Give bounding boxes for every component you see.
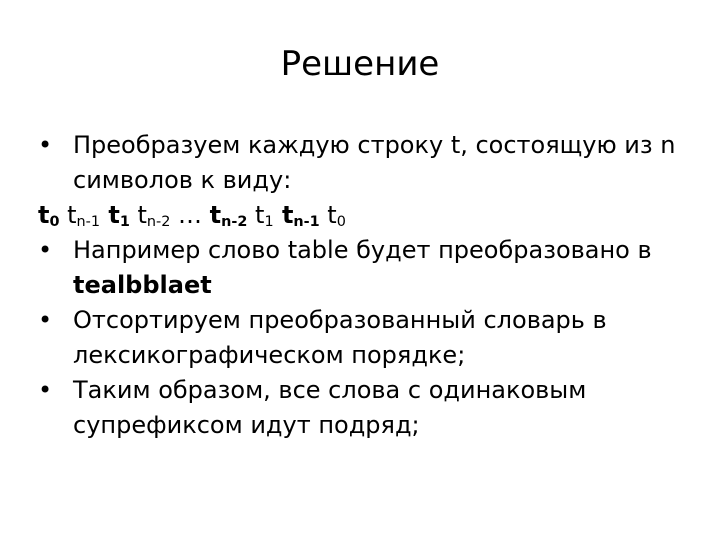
bullet-item-2 (38, 233, 698, 303)
formula-subscript: n-1 (293, 214, 320, 230)
bullet-dot: • (38, 306, 53, 334)
formula-term: t (319, 201, 337, 229)
formula-subscript: 1 (119, 214, 130, 230)
formula-term: t (209, 201, 222, 229)
formula-term: t (38, 201, 50, 229)
formula-subscript: 0 (49, 214, 60, 230)
formula-term: t (129, 201, 147, 229)
formula-term: t (247, 201, 265, 229)
formula-term: t (59, 201, 77, 229)
bullet-dot: • (38, 376, 53, 404)
formula-line (38, 198, 698, 233)
formula-subscript: n-2 (221, 214, 248, 230)
formula-subscript: 1 (264, 214, 274, 230)
bullet-text: Например слово table будет преобразовано в (73, 236, 652, 264)
bullet-text: Таким образом, все слова с одинаковым супрефиксом идут подряд; (73, 376, 587, 439)
formula-subscript: 0 (336, 214, 346, 230)
bullet-text: Отсортируем преобразованный словарь в лексикографическом порядке; (73, 306, 607, 369)
formula-ellipsis: … (170, 201, 210, 229)
formula-subscript: n-2 (146, 214, 171, 230)
formula-subscript: n-1 (76, 214, 101, 230)
slide-title: Решение (280, 44, 440, 84)
bullet-item-1 (38, 128, 698, 198)
bullet-item-3 (38, 303, 698, 373)
formula-term: t (273, 201, 294, 229)
bullet-emphasis: tealbblaet (73, 271, 212, 299)
bullet-item-4 (38, 373, 698, 443)
slide-body (38, 128, 698, 443)
formula-term: t (100, 201, 120, 229)
bullet-dot: • (38, 236, 53, 264)
bullet-text: Преобразуем каждую строку t, состоящую из n символов к виду: (73, 131, 676, 194)
bullet-dot: • (38, 131, 53, 159)
